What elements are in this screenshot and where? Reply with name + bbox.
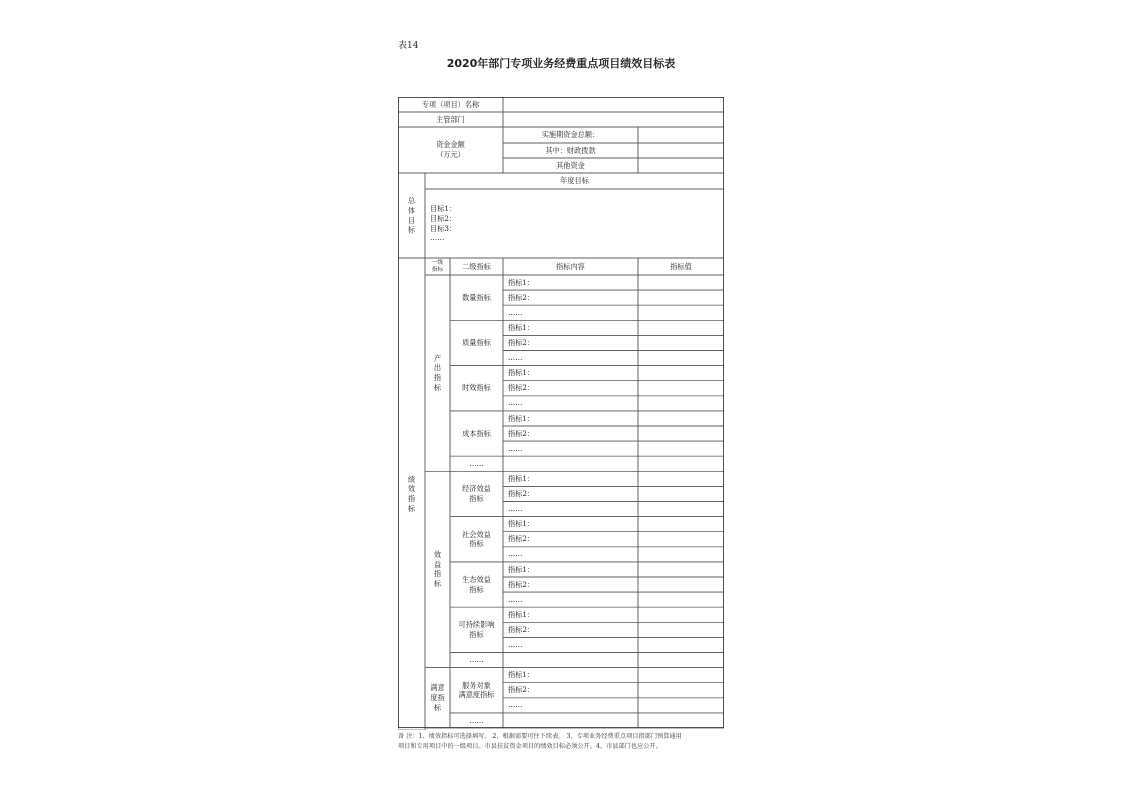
footnote-line-2: 项目和专用项目中的一级项目。市县扶贫资金项目的绩效目标必须公开。4、市县部门也应公开。: [398, 742, 662, 750]
benefit-indicator-label-char-1: 效: [433, 550, 442, 559]
ecological-benefit-value-1: [638, 562, 724, 577]
output-indicator-label-char-2: 出: [433, 363, 442, 373]
sustainable-impact-item-1: 指标1：: [508, 609, 535, 619]
overall-target-label-char-2: 体: [407, 205, 416, 215]
group-1-more-value: [638, 456, 724, 471]
group-2-more-content: [503, 653, 638, 668]
sustainable-impact-value-2: [638, 622, 724, 637]
service-satisfaction-indicator-char-1: 服务对象: [462, 680, 491, 690]
dept-value: [503, 112, 724, 127]
social-benefit-value-3: [638, 547, 724, 562]
timeliness-value-1: [638, 366, 724, 381]
quantity-item-1: 指标1：: [508, 277, 535, 287]
annual-target-2: 目标2：: [430, 213, 457, 223]
economic-benefit-item-1: 指标1：: [508, 473, 535, 483]
quantity-item-2: 指标2：: [508, 292, 535, 302]
annual-target-1: 目标1：: [430, 204, 457, 214]
performance-target-form: [398, 97, 724, 730]
output-indicator-label: [425, 275, 450, 471]
level2-header: 二级指标: [462, 261, 491, 271]
project-name-label: 专项（项目）名称: [421, 99, 480, 109]
annual-target-4: ……: [430, 233, 445, 243]
footnote-line-1: 备 注：1、绩效指标可选择填写。 2、根据需要可往下续表。 3、专项业务经费重点项目指部门预算通用: [398, 733, 682, 740]
quality-item-2: 指标2：: [508, 338, 535, 348]
annual-target-3: 目标3：: [430, 223, 457, 233]
quantity-item-3: ……: [508, 307, 523, 317]
quantity-indicator: 数量指标: [462, 292, 491, 302]
cost-value-3: [638, 441, 724, 456]
social-benefit-item-1: 指标1：: [508, 519, 535, 529]
level1-header-line-2: 指标: [431, 266, 444, 273]
other-funds-value: [638, 158, 724, 173]
quantity-value-3: [638, 305, 724, 320]
performance-label-char-2: 效: [407, 484, 416, 494]
timeliness-item-2: 指标2：: [508, 383, 535, 393]
performance-label-char-1: 绩: [407, 474, 416, 484]
quality-value-2: [638, 335, 724, 350]
service-satisfaction-item-1: 指标1：: [508, 670, 535, 680]
sustainable-impact-indicator: [450, 607, 503, 652]
satisfaction-indicator-label: [425, 668, 450, 728]
sustainable-impact-value-3: [638, 637, 724, 652]
economic-benefit-indicator-char-1: 经济效益: [462, 484, 491, 494]
overall-target-label-char-3: 目: [407, 215, 416, 225]
quantity-value-2: [638, 290, 724, 305]
timeliness-item-3: ……: [508, 398, 523, 408]
social-benefit-item-3: ……: [508, 549, 523, 559]
funds-label-line-2: （万元）: [436, 150, 465, 159]
economic-benefit-value-3: [638, 502, 724, 517]
fiscal-funds-label: 其中：财政拨款: [545, 145, 596, 155]
benefit-indicator-label: [425, 471, 450, 667]
group-2-more-value: [638, 653, 724, 668]
service-satisfaction-indicator-char-2: 满意度指标: [458, 690, 495, 700]
ecological-benefit-value-2: [638, 577, 724, 592]
cost-item-2: 指标2：: [508, 428, 535, 438]
cost-value-1: [638, 411, 724, 426]
quality-item-3: ……: [508, 353, 523, 363]
output-indicator-label-char-1: 产: [433, 353, 442, 363]
service-satisfaction-value-1: [638, 668, 724, 683]
group-1-more-content: [503, 456, 638, 471]
benefit-indicator-label-char-2: 益: [433, 559, 442, 569]
sustainable-impact-item-3: ……: [508, 640, 523, 650]
fiscal-funds-value: [638, 143, 724, 158]
cost-item-3: ……: [508, 443, 523, 453]
other-funds-label: 其他资金: [556, 160, 585, 170]
quantity-value-1: [638, 275, 724, 290]
ecological-benefit-indicator-char-2: 指标: [469, 584, 484, 594]
footnote: [398, 732, 728, 751]
timeliness-value-3: [638, 396, 724, 411]
group-3-more-content: [503, 713, 638, 728]
benefit-indicator-label-char-4: 标: [433, 579, 442, 589]
group-2-more-subindicator: ……: [469, 655, 484, 665]
social-benefit-indicator-char-2: 指标: [469, 539, 484, 549]
timeliness-value-2: [638, 381, 724, 396]
economic-benefit-indicator: [450, 471, 503, 516]
sustainable-impact-value-1: [638, 607, 724, 622]
performance-label: [398, 258, 425, 730]
service-satisfaction-value-2: [638, 683, 724, 698]
satisfaction-indicator-label-char-3: 标: [433, 702, 442, 712]
benefit-indicator-label-char-3: 指: [433, 569, 442, 579]
service-satisfaction-value-3: [638, 698, 724, 713]
quality-indicator: 质量指标: [462, 338, 491, 348]
group-1-more-subindicator: ……: [469, 458, 484, 468]
funds-label-line-1: 资金金额: [436, 140, 465, 150]
value-header: 指标值: [670, 261, 692, 271]
overall-target-label-char-4: 标: [407, 225, 416, 235]
performance-label-char-3: 指: [407, 494, 416, 503]
document-title: 2020年部门专项业务经费重点项目绩效目标表: [446, 57, 676, 70]
cost-item-1: 指标1：: [508, 413, 535, 423]
sustainable-impact-indicator-char-2: 指标: [469, 629, 484, 639]
annual-target-list: [425, 189, 724, 258]
group-3-more-value: [638, 713, 724, 728]
ecological-benefit-item-3: ……: [508, 594, 523, 604]
content-header: 指标内容: [556, 261, 585, 271]
service-satisfaction-item-2: 指标2：: [508, 685, 535, 695]
quality-item-1: 指标1：: [508, 322, 535, 332]
social-benefit-indicator: [450, 517, 503, 562]
economic-benefit-item-3: ……: [508, 504, 523, 514]
total-funds-label: 实施期资金总额：: [541, 130, 600, 140]
ecological-benefit-item-2: 指标2：: [508, 579, 535, 589]
performance-label-char-4: 标: [407, 503, 416, 513]
social-benefit-value-2: [638, 532, 724, 547]
economic-benefit-value-1: [638, 471, 724, 486]
cost-indicator: 成本指标: [462, 428, 491, 438]
social-benefit-item-2: 指标2：: [508, 534, 535, 544]
satisfaction-indicator-label-char-1: 满意: [430, 683, 445, 693]
output-indicator-label-char-3: 指: [433, 373, 442, 383]
service-satisfaction-indicator: [450, 668, 503, 713]
project-name-value: [503, 97, 724, 112]
ecological-benefit-indicator-char-1: 生态效益: [462, 574, 491, 584]
table-number: 表14: [398, 41, 419, 51]
economic-benefit-item-2: 指标2：: [508, 489, 535, 499]
economic-benefit-value-2: [638, 486, 724, 501]
satisfaction-indicator-label-char-2: 度指: [430, 692, 445, 702]
ecological-benefit-indicator: [450, 562, 503, 607]
social-benefit-value-1: [638, 517, 724, 532]
ecological-benefit-item-1: 指标1：: [508, 564, 535, 574]
ecological-benefit-value-3: [638, 592, 724, 607]
timeliness-indicator: 时效指标: [462, 383, 491, 393]
sustainable-impact-indicator-char-1: 可持续影响: [458, 620, 495, 630]
cost-value-2: [638, 426, 724, 441]
social-benefit-indicator-char-1: 社会效益: [462, 529, 491, 539]
group-3-more-subindicator: ……: [469, 715, 484, 725]
funds-label: [398, 127, 503, 173]
output-indicator-label-char-4: 标: [433, 382, 442, 392]
economic-benefit-indicator-char-2: 指标: [469, 493, 484, 503]
total-funds-value: [638, 127, 724, 143]
sustainable-impact-item-2: 指标2：: [508, 624, 535, 634]
level1-header: [425, 258, 450, 275]
service-satisfaction-item-3: ……: [508, 700, 523, 710]
dept-label: 主管部门: [436, 114, 465, 124]
level1-header-line-1: 一级: [431, 259, 444, 266]
overall-target-label: [398, 173, 425, 258]
timeliness-item-1: 指标1：: [508, 368, 535, 378]
quality-value-1: [638, 320, 724, 335]
annual-target-label: 年度目标: [560, 176, 589, 186]
overall-target-label-char-1: 总: [407, 196, 416, 206]
quality-value-3: [638, 351, 724, 366]
